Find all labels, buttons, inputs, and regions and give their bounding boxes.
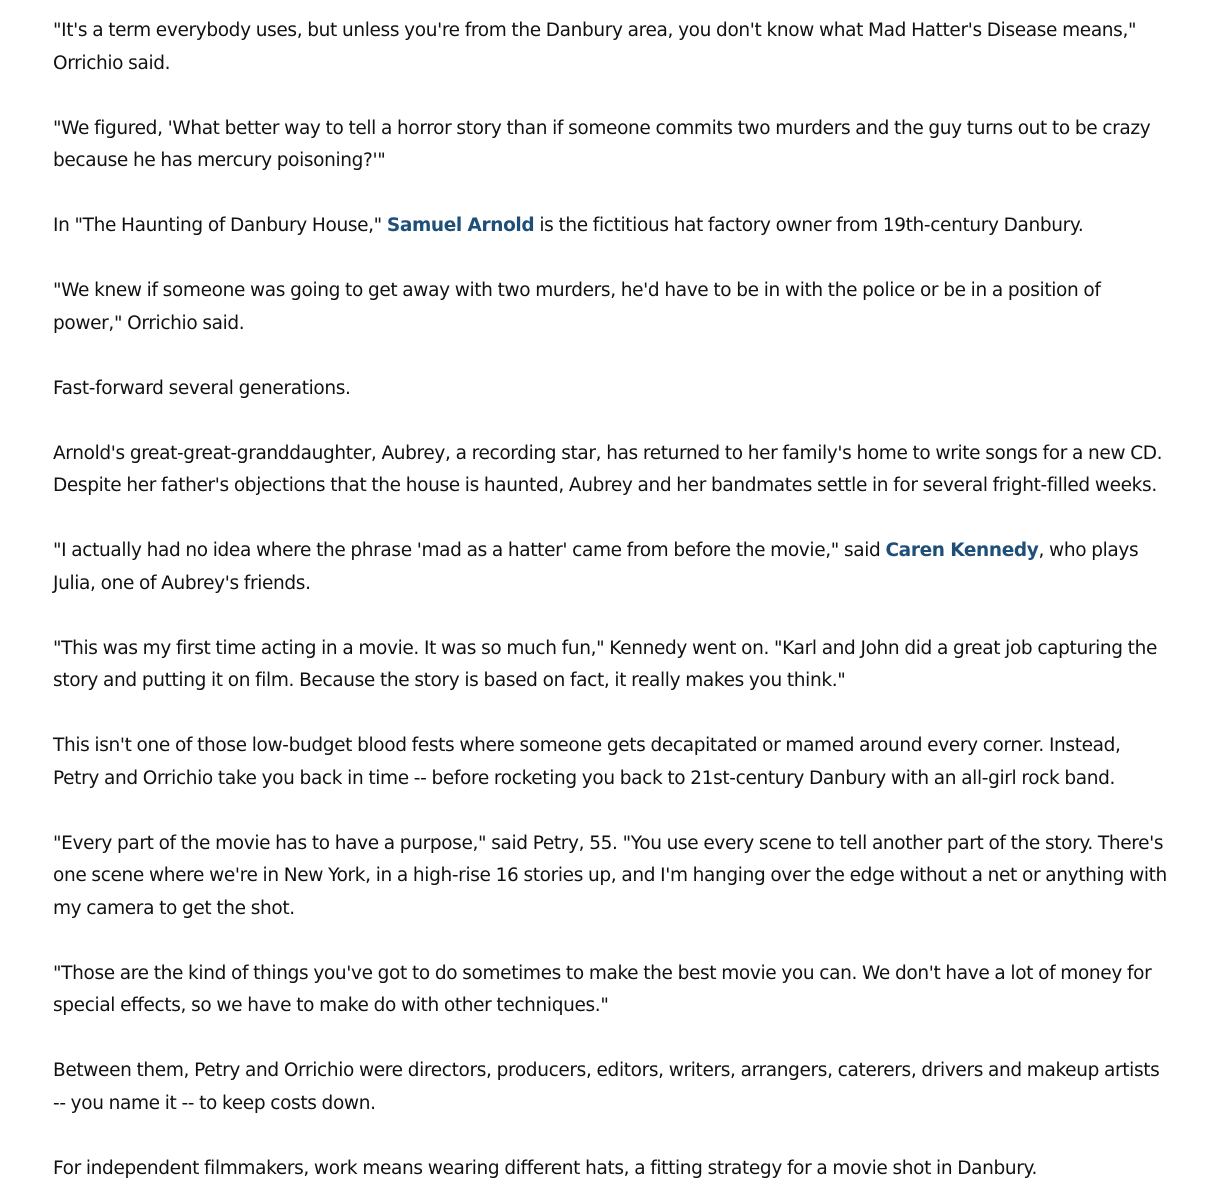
paragraph: "Every part of the movie has to have a purpose," said Petry, 55. "You use every scene to tell another part of the story. There's one scene where we're in New York, in a high-rise 16 stories up, and I'm hanging over the edge without a net or anything with my camera to get the shot. — [53, 832, 1167, 919]
paragraph: "This was my first time acting in a movie. It was so much fun," Kennedy went on. "Karl and John did a great job capturing the story and putting it on film. Because the story is based on fact, it really makes you think." — [53, 637, 1157, 691]
caren-kennedy-link[interactable]: Caren Kennedy — [885, 540, 1039, 561]
paragraph — [53, 535, 1169, 600]
paragraph-text: "I actually had no idea where the phrase 'mad as a hatter' came from before the movie," said — [53, 540, 886, 561]
paragraph-text: In "The Haunting of Danbury House," — [53, 215, 387, 236]
paragraph-text: , who plays Julia, one of Aubrey's friends. — [53, 540, 1139, 594]
paragraph: "It's a term everybody uses, but unless you're from the Danbury area, you don't know what Mad Hatter's Disease means," Orrichio said. — [53, 20, 1137, 74]
paragraph: "We figured, 'What better way to tell a horror story than if someone commits two murders and the guy turns out to be crazy because he has mercury poisoning?'" — [53, 117, 1151, 171]
paragraph: "Those are the kind of things you've got to do sometimes to make the best movie you can. We don't have a lot of money for special effects, so we have to make do with other techniques." — [53, 962, 1152, 1016]
samuel-arnold-link[interactable]: Samuel Arnold — [386, 215, 535, 236]
article-body — [53, 15, 1169, 1185]
paragraph: Fast-forward several generations. — [53, 377, 351, 399]
paragraph: "We knew if someone was going to get away with two murders, he'd have to be in with the police or be in a position of power," Orrichio said. — [53, 280, 1101, 334]
paragraph: This isn't one of those low-budget blood fests where someone gets decapitated or mamed around every corner. Instead, Petry and Orrichio take you back in time -- before rocketing you back to 21st-century Danbury with an all-girl rock band. — [53, 735, 1121, 789]
paragraph: For independent filmmakers, work means wearing different hats, a fitting strategy for a movie shot in Danbury. — [53, 1157, 1038, 1179]
paragraph: Between them, Petry and Orrichio were directors, producers, editors, writers, arrangers, caterers, drivers and makeup artists -- you name it -- to keep costs down. — [53, 1060, 1160, 1114]
paragraph: Arnold's great-great-granddaughter, Aubrey, a recording star, has returned to her family's home to write songs for a new CD. Despite her father's objections that the house is haunted, Aubrey and her bandmates settle in for several fright-filled weeks. — [53, 442, 1163, 496]
paragraph — [53, 210, 1169, 243]
paragraph-text: is the fictitious hat factory owner from 19th-century Danbury. — [534, 215, 1084, 236]
